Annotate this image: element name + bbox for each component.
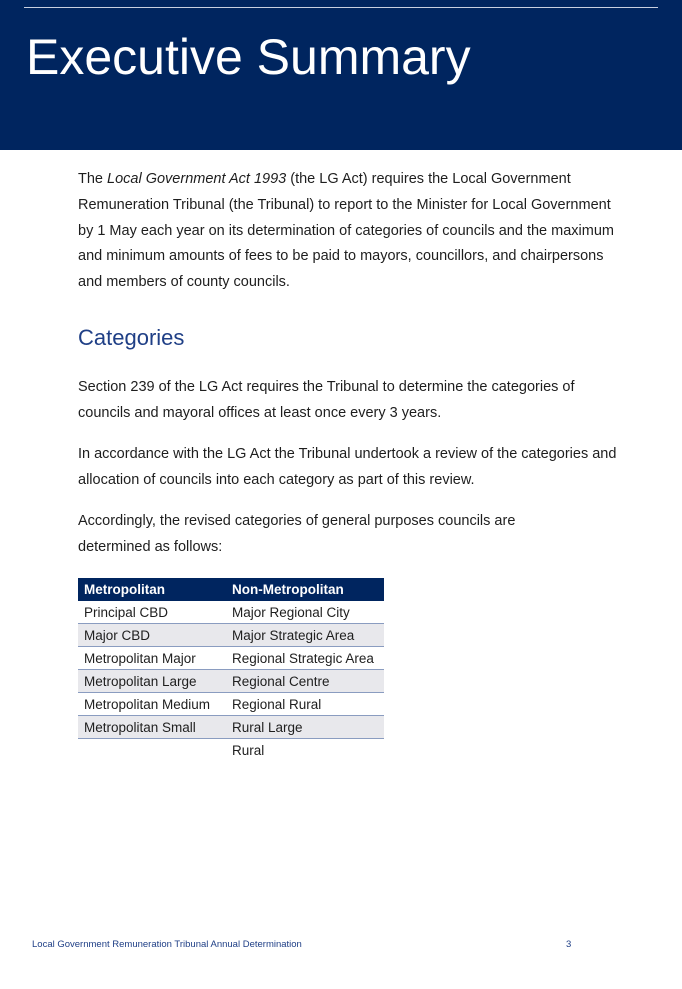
table-cell: Metropolitan Major	[78, 647, 226, 670]
table-cell: Regional Rural	[226, 693, 384, 716]
header-metropolitan: Metropolitan	[78, 578, 226, 601]
categories-heading: Categories	[78, 325, 185, 350]
table-cell: Regional Strategic Area	[226, 647, 384, 670]
table-cell: Metropolitan Medium	[78, 693, 226, 716]
page-title: Executive Summary	[26, 29, 471, 85]
categories-paragraph-3: Accordingly, the revised categories of general purposes councils are determined as follows:	[78, 513, 516, 555]
act-name: Local Government Act 1993	[107, 171, 287, 187]
table-cell: Regional Centre	[226, 670, 384, 693]
table-header-row	[78, 578, 384, 601]
intro-suffix: (the LG Act) requires the Local Government Remuneration Tribunal (the Tribunal) to report to the Minister for Local Government by 1 May each year on its determination of categories of councils and the maximum and minimum amounts of fees to be paid to mayors, councillors, and chairpersons and members of county councils.	[78, 171, 614, 291]
intro-paragraph	[78, 167, 618, 296]
page-number: 3	[566, 939, 572, 950]
table-cell: Rural	[232, 742, 265, 758]
header-non-metropolitan: Non-Metropolitan	[226, 578, 384, 601]
categories-paragraph-1: Section 239 of the LG Act requires the Tribunal to determine the categories of councils and mayoral offices at least once every 3 years.	[78, 379, 575, 421]
table-cell	[78, 739, 226, 762]
table-cell: Metropolitan Small	[78, 716, 226, 739]
table-row	[78, 647, 384, 670]
table-cell: Major Regional City	[226, 601, 384, 624]
table-row	[78, 601, 384, 624]
table-row	[78, 693, 384, 716]
table-cell: Principal CBD	[78, 601, 226, 624]
table-row	[78, 670, 384, 693]
title-banner	[0, 0, 682, 150]
intro-prefix: The	[78, 171, 108, 187]
categories-paragraph-2: In accordance with the LG Act the Tribunal undertook a review of the categories and allocation of councils into each category as part of this review.	[78, 446, 617, 488]
footer-text: Local Government Remuneration Tribunal Annual Determination	[32, 939, 302, 950]
table-cell: Rural Large	[226, 716, 384, 739]
banner-rule	[24, 7, 658, 8]
table-cell: Major CBD	[78, 624, 226, 647]
table-cell: Metropolitan Large	[78, 670, 226, 693]
table-row	[78, 739, 384, 762]
table-cell: Major Strategic Area	[226, 624, 384, 647]
table-row	[78, 624, 384, 647]
table-row	[78, 716, 384, 739]
categories-table	[78, 578, 384, 761]
